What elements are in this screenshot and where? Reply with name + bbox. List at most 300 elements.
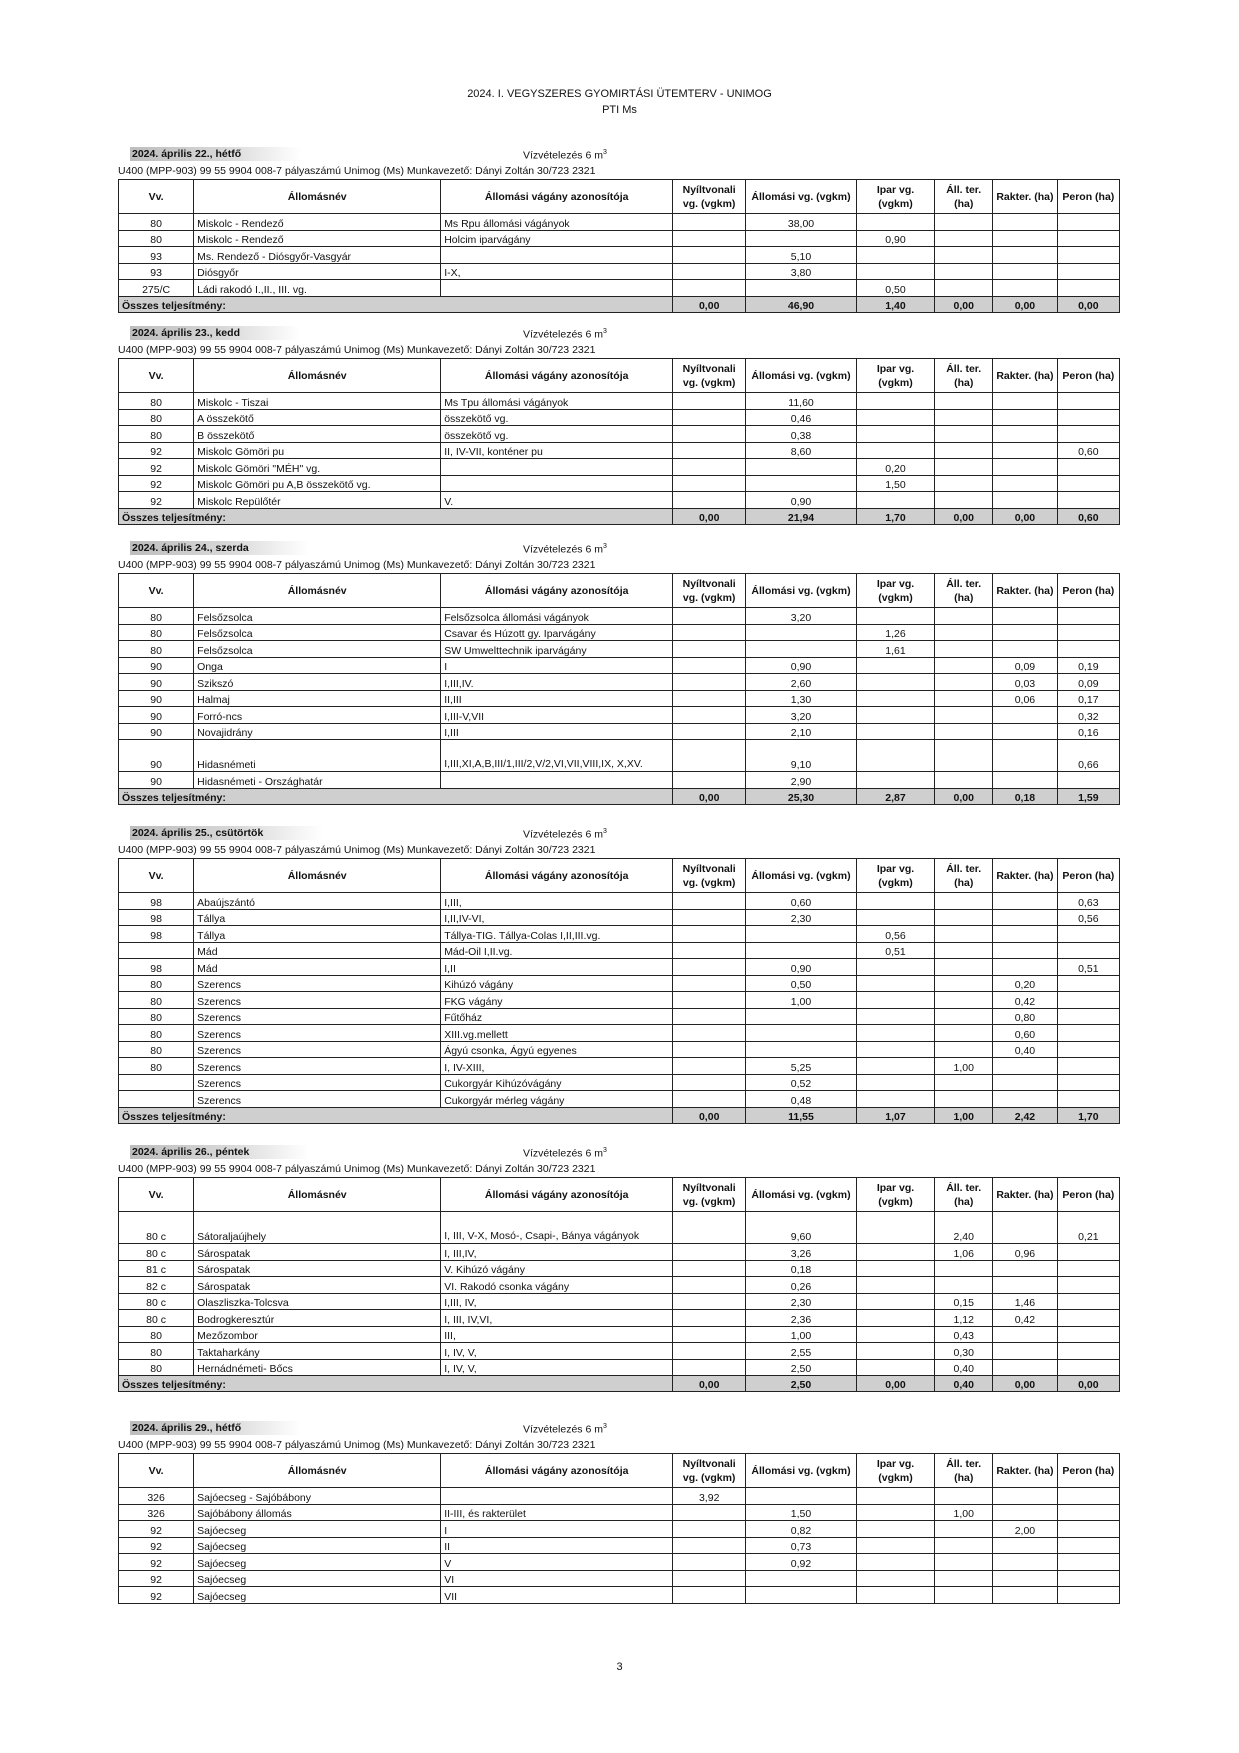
table-cell xyxy=(856,608,934,625)
table-cell: 8,60 xyxy=(746,442,857,459)
table-cell xyxy=(935,674,993,691)
table-row xyxy=(119,459,1120,476)
table-cell: 1,30 xyxy=(746,690,857,707)
table-cell: 0,48 xyxy=(746,1091,857,1108)
table-cell: 326 xyxy=(119,1488,194,1505)
table-cell xyxy=(441,459,673,476)
table-cell: 1,06 xyxy=(935,1244,993,1261)
table-row xyxy=(119,959,1120,976)
table-cell xyxy=(1057,459,1119,476)
table-cell: 2,36 xyxy=(746,1310,857,1327)
table-cell: 0,09 xyxy=(1057,674,1119,691)
table-cell: II,III xyxy=(441,690,673,707)
table-cell: Szerencs xyxy=(194,1058,441,1075)
table-cell: Sajóecseg xyxy=(194,1554,441,1571)
table-row xyxy=(119,247,1120,264)
table-cell: Mád xyxy=(194,942,441,959)
table-cell xyxy=(856,740,934,772)
table-cell: 80 xyxy=(119,975,194,992)
column-header: Vv. xyxy=(119,574,194,608)
table-cell xyxy=(673,1244,746,1261)
table-cell xyxy=(1057,1041,1119,1058)
table-cell xyxy=(1057,1310,1119,1327)
table-cell: 80 xyxy=(119,1041,194,1058)
table-cell: Sárospatak xyxy=(194,1260,441,1277)
water-intake-text: Vízvételezés 6 m xyxy=(523,149,603,162)
table-cell xyxy=(673,442,746,459)
table-cell xyxy=(935,409,993,426)
table-cell: 3,26 xyxy=(746,1244,857,1261)
table-cell: Forró-ncs xyxy=(194,707,441,724)
table-cell xyxy=(993,214,1057,231)
table-cell xyxy=(673,1570,746,1587)
table-cell xyxy=(993,942,1057,959)
column-header: Rakter. (ha) xyxy=(993,574,1057,608)
table-cell xyxy=(856,690,934,707)
table-cell xyxy=(935,992,993,1009)
table-cell: B összekötő xyxy=(194,426,441,443)
table-cell xyxy=(993,959,1057,976)
table-cell: 80 c xyxy=(119,1310,194,1327)
table-cell xyxy=(935,723,993,740)
table-cell: Onga xyxy=(194,657,441,674)
total-value: 46,90 xyxy=(746,296,857,312)
table-cell: 80 xyxy=(119,1326,194,1343)
table-cell: Holcim iparvágány xyxy=(441,230,673,247)
table-cell xyxy=(935,942,993,959)
table-cell xyxy=(1057,975,1119,992)
day-date: 2024. április 29., hétfő xyxy=(130,1421,301,1435)
column-header: Nyíltvonali vg. (vgkm) xyxy=(673,859,746,893)
table-cell: 80 xyxy=(119,1025,194,1042)
table-cell: 1,46 xyxy=(993,1293,1057,1310)
column-header: Ipar vg. (vgkm) xyxy=(856,574,934,608)
table-cell: 0,50 xyxy=(856,280,934,297)
table-cell: FKG vágány xyxy=(441,992,673,1009)
table-cell xyxy=(935,214,993,231)
table-cell xyxy=(935,657,993,674)
column-header: Állomási vágány azonosítója xyxy=(441,574,673,608)
vehicle-line: U400 (MPP-903) 99 55 9904 008-7 pályaszámú Unimog (Ms) Munkavezető: Dányi Zoltán 30/723 2321 xyxy=(118,1163,596,1175)
table-cell xyxy=(993,723,1057,740)
page-number: 3 xyxy=(616,1661,623,1673)
table-cell xyxy=(993,641,1057,658)
table-cell: 0,66 xyxy=(1057,740,1119,772)
table-cell: 2,00 xyxy=(993,1521,1057,1538)
table-cell: I,III, IV, xyxy=(441,1293,673,1310)
table-cell: Sajóecseg xyxy=(194,1521,441,1538)
table-row xyxy=(119,893,1120,910)
totals-label: Összes teljesítmény: xyxy=(119,1376,673,1392)
table-cell: 90 xyxy=(119,740,194,772)
column-header: Állomási vágány azonosítója xyxy=(441,1454,673,1488)
table-cell xyxy=(673,1343,746,1360)
table-cell: Olaszliszka-Tolcsva xyxy=(194,1293,441,1310)
total-value: 1,07 xyxy=(856,1107,934,1123)
table-cell xyxy=(673,492,746,509)
table-cell: Ládi rakodó I.,II., III. vg. xyxy=(194,280,441,297)
table-row xyxy=(119,942,1120,959)
table-cell: 80 c xyxy=(119,1244,194,1261)
table-cell: 0,20 xyxy=(856,459,934,476)
table-cell: 0,43 xyxy=(935,1326,993,1343)
table-cell xyxy=(935,442,993,459)
table-cell: A összekötő xyxy=(194,409,441,426)
table-cell xyxy=(673,263,746,280)
table-cell: 0,63 xyxy=(1057,893,1119,910)
table-cell: I, III,IV, xyxy=(441,1244,673,1261)
table-cell xyxy=(746,926,857,943)
table-row xyxy=(119,926,1120,943)
table-cell xyxy=(673,426,746,443)
table-cell xyxy=(993,1504,1057,1521)
table-cell: 0,17 xyxy=(1057,690,1119,707)
table-header-row xyxy=(119,359,1120,393)
table-cell xyxy=(935,959,993,976)
column-header: Peron (ha) xyxy=(1057,359,1119,393)
vehicle-line: U400 (MPP-903) 99 55 9904 008-7 pályaszámú Unimog (Ms) Munkavezető: Dányi Zoltán 30/723 2321 xyxy=(118,165,596,177)
table-cell xyxy=(746,942,857,959)
table-cell: 0,15 xyxy=(935,1293,993,1310)
table-cell: 0,40 xyxy=(993,1041,1057,1058)
table-cell: 93 xyxy=(119,247,194,264)
total-value: 0,40 xyxy=(935,1376,993,1392)
column-header: Ipar vg. (vgkm) xyxy=(856,359,934,393)
table-cell xyxy=(673,909,746,926)
table-cell: Miskolc - Rendező xyxy=(194,230,441,247)
table-row xyxy=(119,393,1120,410)
column-header: Peron (ha) xyxy=(1057,574,1119,608)
column-header: Állomási vg. (vgkm) xyxy=(746,859,857,893)
table-cell xyxy=(441,247,673,264)
column-header: Állomási vágány azonosítója xyxy=(441,359,673,393)
table-cell xyxy=(993,1537,1057,1554)
document-title: 2024. I. VEGYSZERES GYOMIRTÁSI ÜTEMTERV - UNIMOG xyxy=(467,88,772,100)
total-value: 0,00 xyxy=(993,1376,1057,1392)
table-cell: 0,06 xyxy=(993,690,1057,707)
table-cell xyxy=(1057,1091,1119,1108)
table-cell xyxy=(993,1343,1057,1360)
table-cell xyxy=(993,409,1057,426)
table-cell xyxy=(856,657,934,674)
table-cell: VI. Rakodó csonka vágány xyxy=(441,1277,673,1294)
total-value: 0,00 xyxy=(673,296,746,312)
table-cell xyxy=(1057,393,1119,410)
table-cell xyxy=(441,772,673,789)
table-cell xyxy=(856,393,934,410)
table-cell: VI xyxy=(441,1570,673,1587)
table-cell xyxy=(673,942,746,959)
table-cell: 0,38 xyxy=(746,426,857,443)
totals-label: Összes teljesítmény: xyxy=(119,788,673,804)
table-cell xyxy=(673,247,746,264)
table-cell xyxy=(993,772,1057,789)
schedule-table xyxy=(118,1453,1120,1604)
table-cell xyxy=(673,214,746,231)
table-cell xyxy=(673,280,746,297)
table-cell xyxy=(935,247,993,264)
table-cell: Mezőzombor xyxy=(194,1326,441,1343)
table-cell: Ms. Rendező - Diósgyőr-Vasgyár xyxy=(194,247,441,264)
table-cell: Hidasnémeti xyxy=(194,740,441,772)
water-intake-text: Vízvételezés 6 m xyxy=(523,828,603,841)
table-cell: 1,00 xyxy=(746,992,857,1009)
table-cell xyxy=(673,772,746,789)
table-cell: I,II xyxy=(441,959,673,976)
column-header: Nyíltvonali vg. (vgkm) xyxy=(673,359,746,393)
table-cell xyxy=(746,1488,857,1505)
table-cell xyxy=(935,1537,993,1554)
table-cell: 80 xyxy=(119,624,194,641)
column-header: Ipar vg. (vgkm) xyxy=(856,1454,934,1488)
table-cell: Felsőzsolca xyxy=(194,624,441,641)
table-cell: 3,20 xyxy=(746,707,857,724)
day-header xyxy=(118,1144,1120,1162)
column-header: Áll. ter. (ha) xyxy=(935,359,993,393)
column-header: Peron (ha) xyxy=(1057,180,1119,214)
table-cell xyxy=(935,772,993,789)
table-cell: 2,90 xyxy=(746,772,857,789)
table-cell xyxy=(993,230,1057,247)
column-header: Vv. xyxy=(119,359,194,393)
table-cell xyxy=(1057,426,1119,443)
table-cell: 0,16 xyxy=(1057,723,1119,740)
schedule-table xyxy=(118,1177,1120,1392)
table-row xyxy=(119,1041,1120,1058)
day-header xyxy=(118,146,1120,164)
table-cell xyxy=(856,1008,934,1025)
table-cell: Sárospatak xyxy=(194,1277,441,1294)
water-intake xyxy=(523,828,607,841)
table-cell: 90 xyxy=(119,772,194,789)
column-header: Állomásnév xyxy=(194,574,441,608)
table-header-row xyxy=(119,859,1120,893)
totals-label: Összes teljesítmény: xyxy=(119,1107,673,1123)
table-cell: 0,42 xyxy=(993,1310,1057,1327)
table-cell xyxy=(1057,1244,1119,1261)
column-header: Állomási vg. (vgkm) xyxy=(746,1178,857,1212)
table-row xyxy=(119,641,1120,658)
table-cell: I xyxy=(441,1521,673,1538)
table-cell: 0,90 xyxy=(746,959,857,976)
table-cell: 80 xyxy=(119,1008,194,1025)
table-cell xyxy=(935,426,993,443)
column-header: Rakter. (ha) xyxy=(993,180,1057,214)
table-cell: 1,61 xyxy=(856,641,934,658)
table-cell xyxy=(673,608,746,625)
table-cell: 98 xyxy=(119,893,194,910)
column-header: Ipar vg. (vgkm) xyxy=(856,859,934,893)
table-cell xyxy=(993,1074,1057,1091)
table-cell xyxy=(441,475,673,492)
column-header: Állomási vg. (vgkm) xyxy=(746,359,857,393)
table-cell: I, III, IV,VI, xyxy=(441,1310,673,1327)
total-value: 21,94 xyxy=(746,508,857,524)
table-cell xyxy=(856,442,934,459)
table-cell: 2,30 xyxy=(746,909,857,926)
table-cell: 92 xyxy=(119,442,194,459)
table-cell xyxy=(993,1091,1057,1108)
column-header: Nyíltvonali vg. (vgkm) xyxy=(673,180,746,214)
table-cell xyxy=(1057,247,1119,264)
table-cell xyxy=(856,959,934,976)
total-value: 25,30 xyxy=(746,788,857,804)
table-cell xyxy=(856,893,934,910)
table-cell xyxy=(1057,214,1119,231)
table-cell: 98 xyxy=(119,959,194,976)
table-row xyxy=(119,426,1120,443)
table-cell: összekötő vg. xyxy=(441,409,673,426)
table-cell: Felsőzsolca xyxy=(194,608,441,625)
table-cell: Miskolc Gömöri pu xyxy=(194,442,441,459)
table-cell xyxy=(673,975,746,992)
table-header-row xyxy=(119,1454,1120,1488)
table-cell xyxy=(935,1025,993,1042)
table-cell xyxy=(119,1091,194,1108)
table-cell xyxy=(673,1058,746,1075)
table-cell xyxy=(856,992,934,1009)
table-cell: Miskolc - Rendező xyxy=(194,214,441,231)
day-section xyxy=(118,1144,1120,1392)
table-cell xyxy=(1057,1008,1119,1025)
table-cell xyxy=(1057,1537,1119,1554)
table-cell xyxy=(856,1277,934,1294)
table-cell xyxy=(1057,1025,1119,1042)
table-cell: V. xyxy=(441,492,673,509)
table-cell: 80 xyxy=(119,214,194,231)
table-cell: I,III,IV. xyxy=(441,674,673,691)
table-header-row xyxy=(119,574,1120,608)
table-cell: 92 xyxy=(119,1537,194,1554)
table-cell: 0,51 xyxy=(856,942,934,959)
table-cell: I,III,XI,A,B,III/1,III/2,V/2,VI,VII,VIII,IX, X,XV. xyxy=(441,740,673,772)
total-value: 0,00 xyxy=(993,296,1057,312)
column-header: Állomási vg. (vgkm) xyxy=(746,574,857,608)
table-cell: Csavar és Húzott gy. Iparvágány xyxy=(441,624,673,641)
table-cell: 81 c xyxy=(119,1260,194,1277)
day-header xyxy=(118,325,1120,343)
table-cell: 9,60 xyxy=(746,1212,857,1244)
table-cell xyxy=(673,475,746,492)
table-cell: Halmaj xyxy=(194,690,441,707)
table-cell xyxy=(993,1058,1057,1075)
table-cell: 98 xyxy=(119,926,194,943)
column-header: Állomásnév xyxy=(194,859,441,893)
table-cell: 2,40 xyxy=(935,1212,993,1244)
table-cell: Diósgyőr xyxy=(194,263,441,280)
table-cell xyxy=(935,492,993,509)
total-value: 1,70 xyxy=(856,508,934,524)
table-cell: 92 xyxy=(119,459,194,476)
table-cell: 0,42 xyxy=(993,992,1057,1009)
table-cell: 0,90 xyxy=(856,230,934,247)
table-cell xyxy=(993,492,1057,509)
total-value: 1,59 xyxy=(1057,788,1119,804)
total-value: 0,00 xyxy=(673,788,746,804)
table-cell: 90 xyxy=(119,657,194,674)
table-row xyxy=(119,1074,1120,1091)
table-cell xyxy=(441,280,673,297)
table-cell xyxy=(673,1074,746,1091)
table-cell: 0,40 xyxy=(935,1359,993,1376)
table-cell xyxy=(993,475,1057,492)
table-row xyxy=(119,1326,1120,1343)
table-cell xyxy=(993,247,1057,264)
water-intake xyxy=(523,149,607,162)
table-cell xyxy=(993,1260,1057,1277)
table-cell: I,III-V,VII xyxy=(441,707,673,724)
table-row xyxy=(119,1244,1120,1261)
table-cell xyxy=(1057,1504,1119,1521)
totals-row xyxy=(119,788,1120,804)
total-value: 0,00 xyxy=(1057,296,1119,312)
table-row xyxy=(119,674,1120,691)
table-cell xyxy=(856,409,934,426)
table-cell: II, IV-VII, konténer pu xyxy=(441,442,673,459)
table-cell: 3,92 xyxy=(673,1488,746,1505)
water-intake-unit-exponent: 3 xyxy=(602,328,607,335)
table-cell: 0,90 xyxy=(746,492,857,509)
table-cell xyxy=(856,1343,934,1360)
table-cell xyxy=(993,1326,1057,1343)
table-cell xyxy=(935,475,993,492)
table-cell xyxy=(993,926,1057,943)
table-cell: 92 xyxy=(119,1570,194,1587)
table-cell: 0,82 xyxy=(746,1521,857,1538)
table-cell xyxy=(993,280,1057,297)
table-cell xyxy=(1057,942,1119,959)
table-cell: Hernádnémeti- Bőcs xyxy=(194,1359,441,1376)
water-intake xyxy=(523,1147,607,1160)
table-cell xyxy=(1057,1587,1119,1604)
day-section xyxy=(118,1420,1120,1604)
column-header: Nyíltvonali vg. (vgkm) xyxy=(673,574,746,608)
day-header xyxy=(118,540,1120,558)
table-cell xyxy=(673,1310,746,1327)
table-cell xyxy=(746,1041,857,1058)
table-row xyxy=(119,909,1120,926)
column-header: Állomásnév xyxy=(194,1454,441,1488)
vehicle-line: U400 (MPP-903) 99 55 9904 008-7 pályaszámú Unimog (Ms) Munkavezető: Dányi Zoltán 30/723 2321 xyxy=(118,1439,596,1451)
table-cell xyxy=(1057,1570,1119,1587)
water-intake-unit-exponent: 3 xyxy=(602,828,607,835)
table-cell: 0,26 xyxy=(746,1277,857,1294)
total-value: 0,18 xyxy=(993,788,1057,804)
table-cell: Hidasnémeti - Országhatár xyxy=(194,772,441,789)
table-cell: Ms Rpu állomási vágányok xyxy=(441,214,673,231)
day-date: 2024. április 25., csütörtök xyxy=(130,826,323,840)
table-cell xyxy=(673,1041,746,1058)
table-cell xyxy=(441,1488,673,1505)
table-cell xyxy=(993,1277,1057,1294)
column-header: Állomásnév xyxy=(194,180,441,214)
table-row xyxy=(119,1554,1120,1571)
table-cell xyxy=(856,1260,934,1277)
table-cell: 0,60 xyxy=(993,1025,1057,1042)
table-cell xyxy=(856,214,934,231)
table-cell xyxy=(993,909,1057,926)
table-cell: Cukorgyár Kihúzóvágány xyxy=(441,1074,673,1091)
column-header: Vv. xyxy=(119,180,194,214)
table-cell xyxy=(856,1058,934,1075)
table-cell xyxy=(856,1570,934,1587)
table-cell xyxy=(1057,1074,1119,1091)
column-header: Peron (ha) xyxy=(1057,1178,1119,1212)
water-intake xyxy=(523,328,607,341)
table-cell xyxy=(935,1554,993,1571)
table-row xyxy=(119,214,1120,231)
table-cell xyxy=(856,1041,934,1058)
